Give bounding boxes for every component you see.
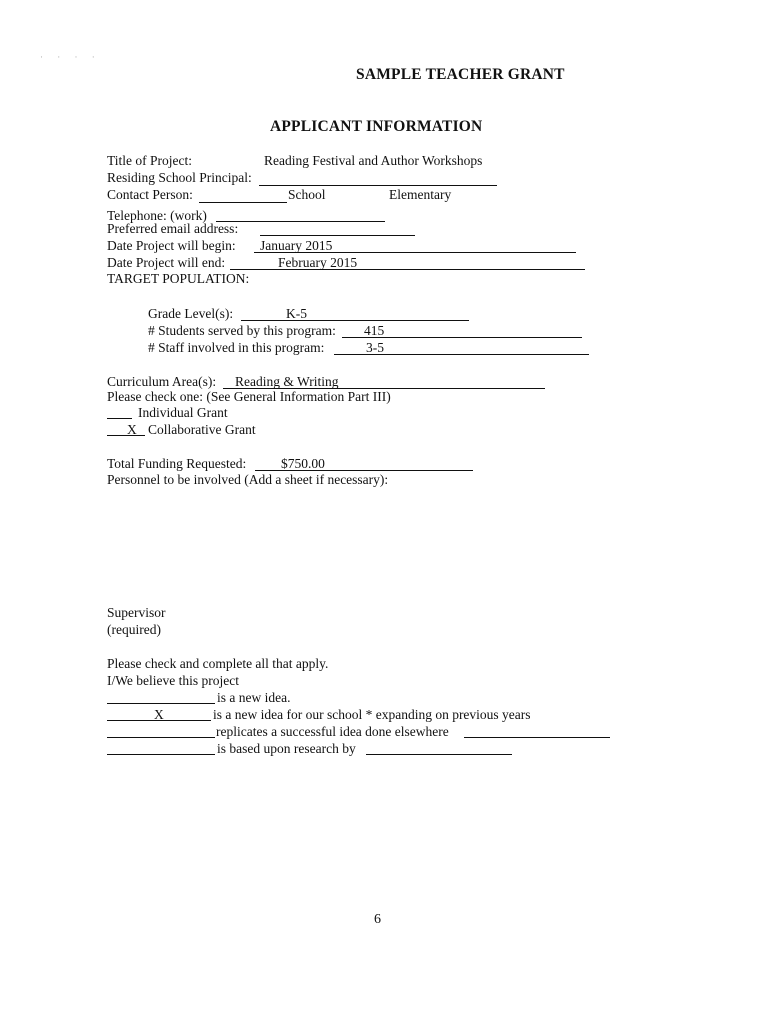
contact-line: [199, 202, 287, 203]
opt4-label: is based upon research by: [217, 741, 356, 756]
principal-line: [259, 185, 497, 186]
begin-value: January 2015: [260, 238, 333, 253]
individual-label: Individual Grant: [138, 405, 228, 420]
opt3-line: [464, 737, 610, 738]
collaborative-label: Collaborative Grant: [148, 422, 256, 437]
grade-value: K-5: [286, 306, 307, 321]
funding-label: Total Funding Requested:: [107, 456, 247, 471]
check-one-label: Please check one: (See General Information Part III): [107, 389, 391, 404]
page-number: 6: [374, 912, 381, 927]
contact-label: Contact Person:: [107, 187, 193, 202]
title-value: Reading Festival and Author Workshops: [264, 153, 483, 168]
funding-value: $750.00: [281, 456, 325, 471]
curriculum-label: Curriculum Area(s):: [107, 374, 217, 389]
opt2-label: is a new idea for our school * expanding on previous years: [213, 707, 531, 722]
opt4-checkline: [107, 754, 215, 755]
telephone-label: Telephone: (work): [107, 208, 207, 223]
target-label: TARGET POPULATION:: [107, 271, 250, 286]
personnel-label: Personnel to be involved (Add a sheet if necessary):: [107, 472, 389, 487]
collaborative-checkline: [107, 435, 145, 436]
individual-checkline: [107, 418, 132, 419]
supervisor-required: (required): [107, 622, 161, 637]
end-value: February 2015: [278, 255, 358, 270]
staff-value: 3-5: [366, 340, 384, 355]
staff-label: # Staff involved in this program:: [148, 340, 325, 355]
opt4-line: [366, 754, 512, 755]
grade-label: Grade Level(s):: [148, 306, 234, 321]
supervisor-label: Supervisor: [107, 605, 166, 620]
scan-specks: · · · ·: [40, 52, 101, 62]
title-label: Title of Project:: [107, 153, 193, 168]
email-line: [260, 235, 415, 236]
opt3-label: replicates a successful idea done elsewhere: [216, 724, 449, 739]
belief-instruction: Please check and complete all that apply.: [107, 656, 329, 671]
belief-intro: I/We believe this project: [107, 673, 239, 688]
principal-label: Residing School Principal:: [107, 170, 252, 185]
opt1-checkline: [107, 703, 215, 704]
document-title: SAMPLE TEACHER GRANT: [356, 66, 565, 83]
opt3-checkline: [107, 737, 215, 738]
curriculum-value: Reading & Writing: [235, 374, 339, 389]
email-label: Preferred email address:: [107, 221, 239, 236]
section-heading: APPLICANT INFORMATION: [270, 118, 483, 135]
opt1-label: is a new idea.: [217, 690, 291, 705]
telephone-line: [216, 221, 385, 222]
contact-school: School: [288, 187, 326, 202]
students-value: 415: [364, 323, 385, 338]
contact-elementary: Elementary: [389, 187, 452, 202]
end-label: Date Project will end:: [107, 255, 226, 270]
opt2-mark: X: [154, 707, 164, 722]
grade-line: [241, 320, 469, 321]
students-label: # Students served by this program:: [148, 323, 336, 338]
collaborative-mark: X: [127, 422, 137, 437]
begin-label: Date Project will begin:: [107, 238, 236, 253]
